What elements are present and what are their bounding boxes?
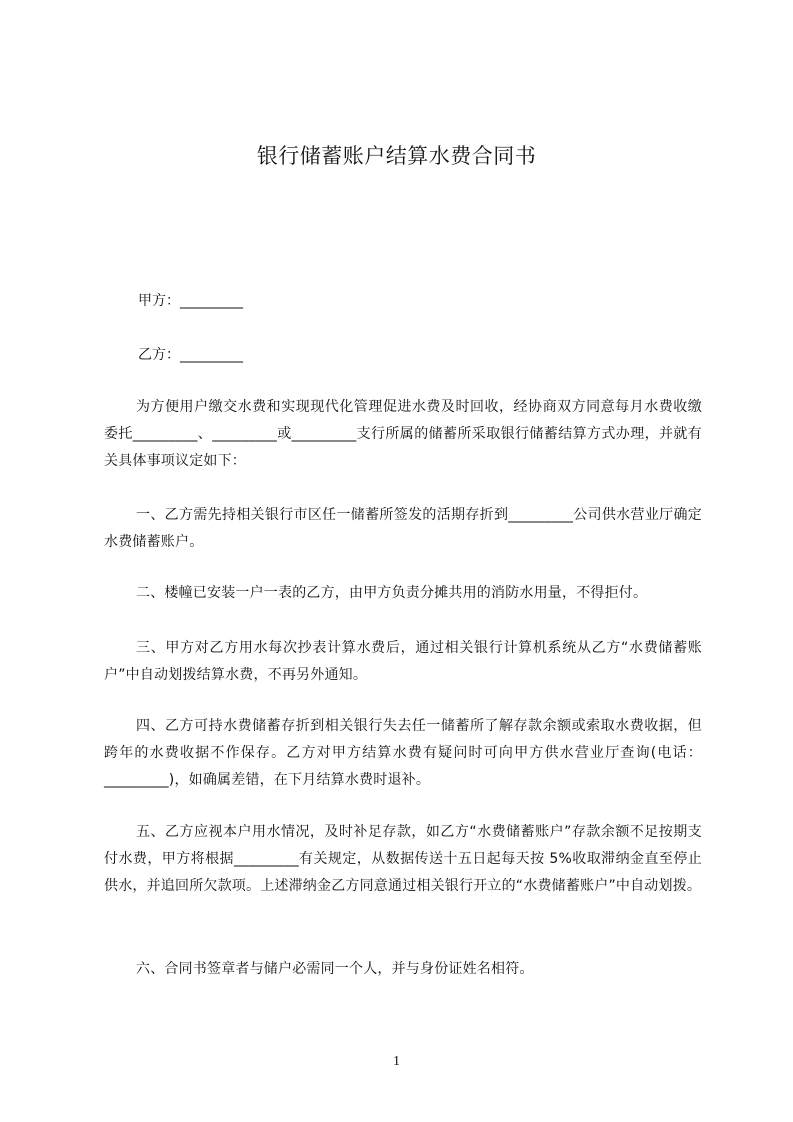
clause-4: 四、乙方可持水费储蓄存折到相关银行失去任一储蓄所了解存款余额或索取水费收据，但跨年的水费收据不作保存。乙方对甲方结算水费有疑问时可向甲方供水营业厅查询(电话：_________)，如确属差错，在下月结算水费时退补。 [104,718,702,788]
document-title: 银行储蓄账户结算水费合同书 [256,144,537,168]
clause-1: 一、乙方需先持相关银行市区任一储蓄所签发的活期存折到_________公司供水营业厅确定水费储蓄账户。 [104,507,702,550]
clause-6: 六、合同书签章者与储户必需同一个人，并与身份证姓名相符。 [136,961,534,977]
clause-5: 五、乙方应视本户用水情况，及时补足存款，如乙方“水费储蓄账户”存款余额不足按期支付水费，甲方将根据_________有关规定，从数据传送十五日起每天按 5%收取滞纳金直至停止供水，并追回所欠款项。上述滞纳金乙方同意通过相关银行开立的“水费储蓄账户”中自动划拨。 [104,824,702,894]
party-a-line: 甲方：_________ [138,293,243,309]
clause-3: 三、甲方对乙方用水每次抄表计算水费后，通过相关银行计算机系统从乙方“水费储蓄账户”中自动划拨结算水费，不再另外通知。 [104,640,702,683]
party-b-line: 乙方：_________ [138,347,243,363]
intro-paragraph: 为方便用户缴交水费和实现现代化管理促进水费及时回收，经协商双方同意每月水费收缴委托_________、_________或_________支行所属的储蓄所采取银行储蓄结算方式办理，并就有关具体事项议定如下： [104,399,702,469]
clause-2: 二、楼幢已安装一户一表的乙方，由甲方负责分摊共用的消防水用量，不得拒付。 [136,585,648,601]
page-number: 1 [393,1054,400,1069]
